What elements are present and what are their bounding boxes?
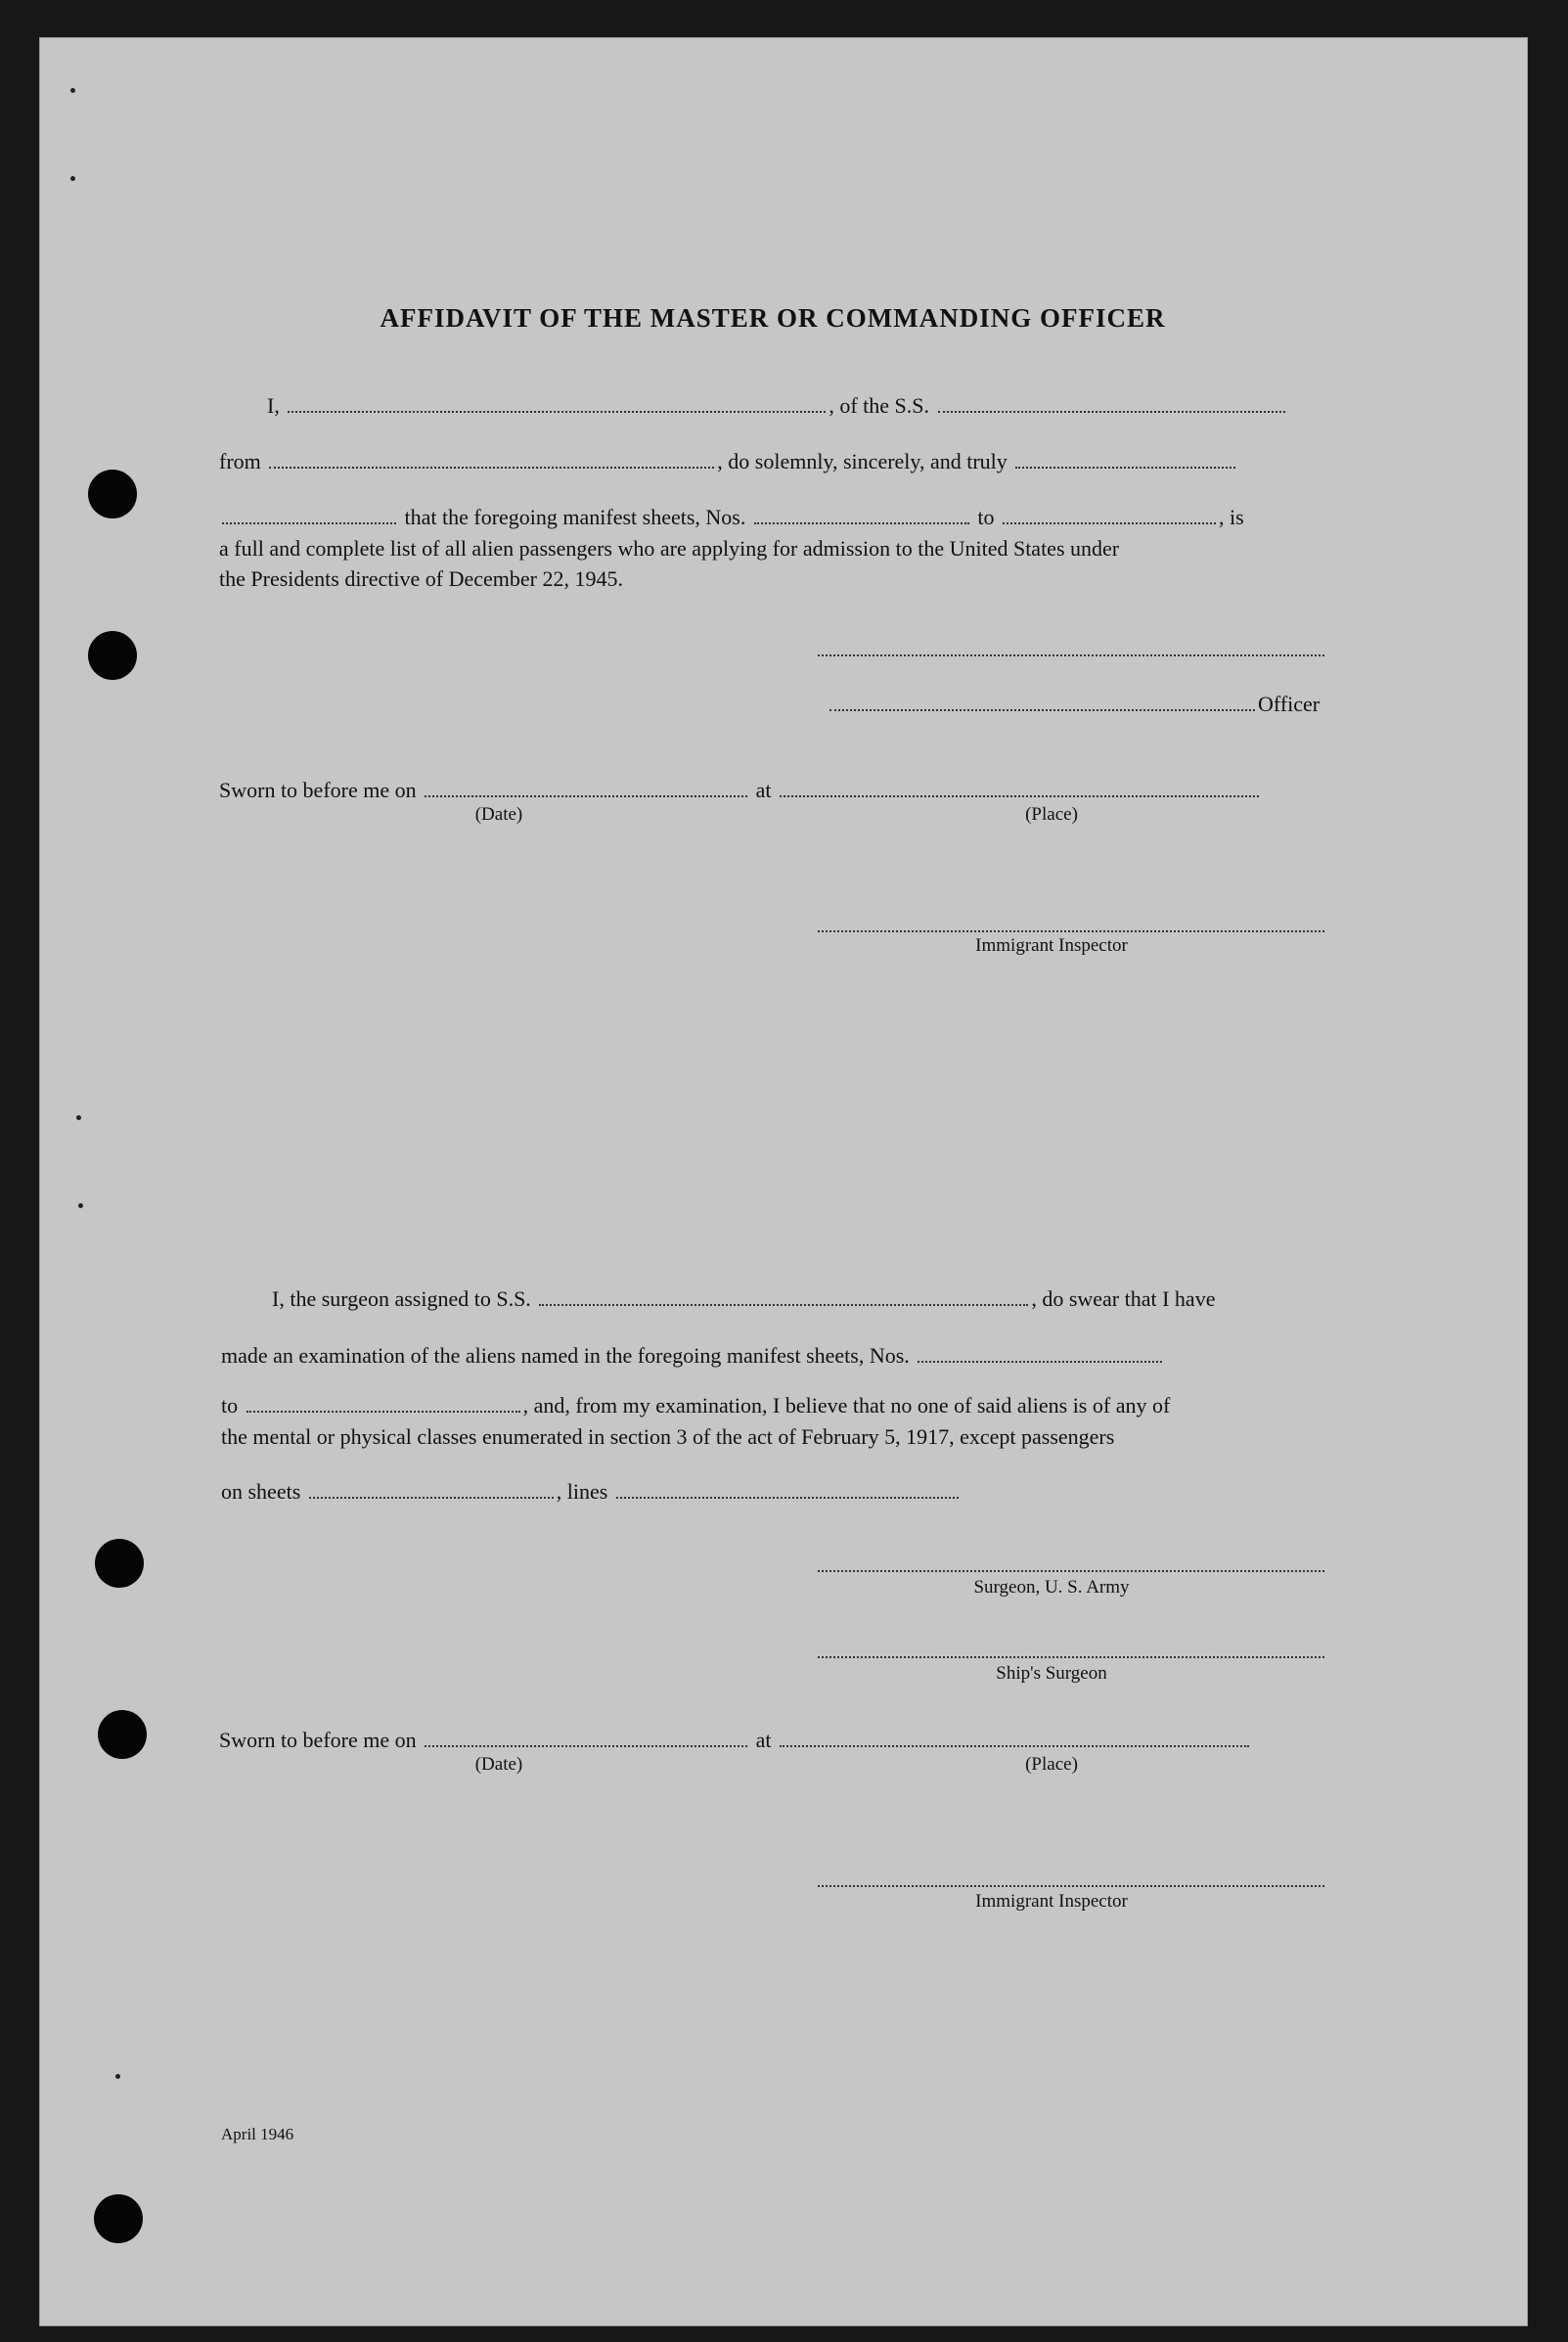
officer-label: Officer <box>1258 692 1321 716</box>
punch-hole <box>98 1710 147 1759</box>
punch-hole <box>88 631 137 680</box>
port-from-field[interactable] <box>269 449 714 469</box>
surgeon-place-caption: (Place) <box>1025 1754 1078 1775</box>
label-i: I, <box>267 393 280 418</box>
master-line-1 <box>267 391 1288 421</box>
surgeon-ship-field[interactable] <box>539 1286 1028 1306</box>
place-caption: (Place) <box>1025 804 1078 825</box>
surgeon-line-5 <box>221 1477 962 1507</box>
ship-surgeon-signature-line[interactable] <box>818 1655 1324 1658</box>
date-caption: (Date) <box>474 804 523 825</box>
page-title: AFFIDAVIT OF THE MASTER OR COMMANDING OFFICER <box>380 303 1166 333</box>
surgeon-at-label: at <box>755 1728 772 1752</box>
officer-line <box>827 690 1320 719</box>
surgeon-to: to <box>221 1393 239 1418</box>
surgeon-sworn-date-field[interactable] <box>425 1728 747 1747</box>
on-sheets-field[interactable] <box>309 1479 554 1499</box>
master-line-4: a full and complete list of all alien passengers who are applying for admission to the United States under <box>219 536 1120 561</box>
punch-hole <box>94 2194 143 2243</box>
master-sworn-line <box>219 776 1262 805</box>
margin-mark <box>70 88 75 93</box>
punch-hole <box>95 1539 144 1588</box>
master-line-3 <box>219 503 1244 532</box>
surgeon-inspector-caption: Immigrant Inspector <box>975 1891 1128 1912</box>
surgeon-inspector-signature-line[interactable] <box>818 1884 1324 1887</box>
oath-word-field[interactable] <box>1015 449 1235 469</box>
form-sheet <box>39 37 1528 2326</box>
label-swear: , do solemnly, sincerely, and truly <box>717 449 1008 473</box>
margin-mark <box>76 1115 81 1120</box>
margin-mark <box>115 2074 120 2079</box>
officer-signature-field[interactable] <box>829 692 1255 711</box>
sworn-place-field[interactable] <box>780 778 1259 797</box>
surgeon-line-3 <box>221 1391 1170 1420</box>
inspector-signature-line[interactable] <box>818 929 1324 932</box>
surgeon-exam-result: , and, from my examination, I believe that no one of said aliens is of any of <box>522 1393 1171 1418</box>
label-is: , is <box>1219 505 1244 529</box>
surgeon-line-1 <box>272 1284 1215 1314</box>
signature-line[interactable] <box>818 653 1324 656</box>
surgeon-swear: , do swear that I have <box>1031 1286 1216 1311</box>
lines-field[interactable] <box>616 1479 959 1499</box>
lines-label: , lines <box>556 1479 608 1504</box>
punch-hole <box>88 470 137 518</box>
label-manifest-nos: that the foregoing manifest sheets, Nos. <box>404 505 746 529</box>
master-name-field[interactable] <box>288 393 826 413</box>
label-from: from <box>219 449 261 473</box>
label-to: to <box>977 505 995 529</box>
sheet-nos-from-field[interactable] <box>754 505 969 524</box>
master-line-5: the Presidents directive of December 22, 1945. <box>219 566 623 591</box>
surgeon-exam-text: made an examination of the aliens named in the foregoing manifest sheets, Nos. <box>221 1343 910 1368</box>
sworn-date-field[interactable] <box>425 778 747 797</box>
surgeon-line-4: the mental or physical classes enumerated in section 3 of the act of February 5, 1917, except passengers <box>221 1424 1115 1449</box>
inspector-caption: Immigrant Inspector <box>975 935 1128 956</box>
margin-mark <box>70 176 75 181</box>
army-surgeon-caption: Surgeon, U. S. Army <box>973 1577 1130 1598</box>
surgeon-sworn-place-field[interactable] <box>780 1728 1249 1747</box>
margin-mark <box>78 1203 83 1208</box>
sworn-label: Sworn to before me on <box>219 778 417 802</box>
label-of-ss: , of the S.S. <box>829 393 930 418</box>
master-paragraph <box>219 533 1119 594</box>
surgeon-nos-field[interactable] <box>918 1343 1162 1363</box>
surgeon-line-2 <box>221 1341 1165 1371</box>
surgeon-sworn-line <box>219 1726 1252 1755</box>
surgeon-intro: I, the surgeon assigned to S.S. <box>272 1286 531 1311</box>
sheet-nos-to-field[interactable] <box>1003 505 1216 524</box>
oath-word-field-2[interactable] <box>222 505 396 524</box>
surgeon-date-caption: (Date) <box>474 1754 523 1775</box>
army-surgeon-signature-line[interactable] <box>818 1569 1324 1572</box>
surgeon-nos-to-field[interactable] <box>246 1393 520 1413</box>
ship-surgeon-caption: Ship's Surgeon <box>996 1663 1107 1684</box>
ship-name-field[interactable] <box>938 393 1285 413</box>
form-date-footer: April 1946 <box>221 2125 294 2143</box>
surgeon-sworn-label: Sworn to before me on <box>219 1728 417 1752</box>
on-sheets-label: on sheets <box>221 1479 301 1504</box>
at-label: at <box>755 778 772 802</box>
master-line-2 <box>219 447 1238 476</box>
